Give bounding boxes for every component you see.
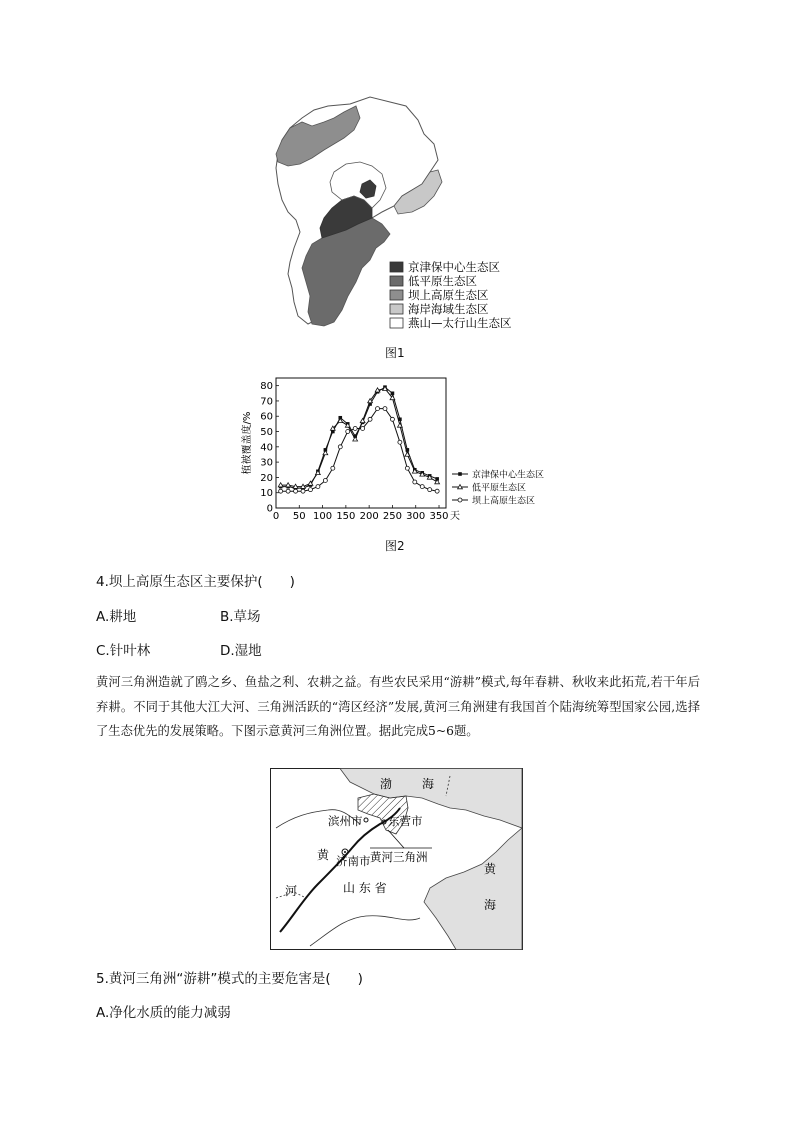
data-point xyxy=(279,489,283,493)
figure2-caption: 图2 xyxy=(385,539,405,553)
y-tick-label: 80 xyxy=(260,381,273,393)
svg-text:坝上高原生态区: 坝上高原生态区 xyxy=(408,288,489,302)
x-axis-label: 天 xyxy=(450,511,460,522)
legend-item xyxy=(390,302,489,316)
data-point xyxy=(286,489,290,493)
province-label: 山 东 省 xyxy=(343,881,387,895)
data-point xyxy=(391,391,395,395)
legend-label: 低平原生态区 xyxy=(472,483,527,494)
question-4-stem: 4.坝上高原生态区主要保护( ) xyxy=(96,574,295,590)
bohai-label-2: 海 xyxy=(422,777,435,791)
q4-option-b[interactable]: B.草场 xyxy=(220,609,261,625)
data-point xyxy=(383,407,387,411)
legend-label: 坝上高原生态区 xyxy=(472,496,536,507)
data-point xyxy=(413,480,417,484)
y-tick-label: 60 xyxy=(260,411,273,423)
data-point xyxy=(301,489,305,493)
x-tick-label: 200 xyxy=(359,511,379,522)
legend-item xyxy=(390,274,477,288)
data-point xyxy=(405,466,409,470)
data-point xyxy=(458,498,462,502)
data-point xyxy=(308,488,312,492)
data-point xyxy=(420,485,424,489)
data-point xyxy=(390,417,394,421)
x-tick-label: 50 xyxy=(292,511,306,522)
y-tick-label: 40 xyxy=(260,442,273,454)
yellow-river-delta-map xyxy=(270,768,523,950)
y-tick-label: 50 xyxy=(260,427,273,439)
data-point xyxy=(368,417,372,421)
legend-item xyxy=(390,316,512,330)
legend-item xyxy=(390,288,489,302)
river-label-1: 黄 xyxy=(317,848,330,862)
data-point xyxy=(361,426,365,430)
data-point xyxy=(294,489,298,493)
data-point xyxy=(435,489,439,493)
data-point xyxy=(338,445,342,449)
data-point xyxy=(346,430,350,434)
yellow-sea-label-2: 海 xyxy=(484,898,497,912)
data-point xyxy=(323,478,327,482)
y-tick-label: 70 xyxy=(260,396,273,408)
vegetation-chart xyxy=(238,372,558,532)
x-tick-label: 350 xyxy=(429,511,449,522)
dongying-label: 东营市 xyxy=(388,814,423,828)
reading-passage: 黄河三角洲造就了鸥之乡、鱼盐之利、农耕之益。有些农民采用“游耕”模式,每年春耕、秋收来此拓荒,若干年后弃耕。不同于其他大江大河、三角洲活跃的“湾区经济”发展,黄河三角洲建有我国首个陆海统筹型国家公园,选择了生态优先的发展策略。下图示意黄河三角洲位置。据此完成5~6题。 xyxy=(96,675,700,738)
x-tick-label: 150 xyxy=(336,511,356,522)
data-point xyxy=(331,466,335,470)
legend-item xyxy=(390,260,500,274)
svg-text:京津保中心生态区: 京津保中心生态区 xyxy=(408,260,500,274)
data-point xyxy=(428,488,432,492)
question-5-stem: 5.黄河三角洲“游耕”模式的主要危害是( ) xyxy=(96,971,363,987)
svg-text:燕山—太行山生态区: 燕山—太行山生态区 xyxy=(408,316,512,330)
y-tick-label: 20 xyxy=(260,472,273,484)
data-point xyxy=(316,485,320,489)
delta-label: 黄河三角洲 xyxy=(370,850,428,864)
map-legend xyxy=(390,260,512,330)
y-axis-label: 植被覆盖度/% xyxy=(242,411,253,475)
jinan-label: 济南市 xyxy=(336,854,371,868)
x-tick-label: 100 xyxy=(313,511,333,522)
binzhou-label: 滨州市 xyxy=(328,814,363,828)
data-point xyxy=(353,426,357,430)
q4-option-a[interactable]: A.耕地 xyxy=(96,609,137,625)
bohai-label-1: 渤 xyxy=(380,777,393,791)
yellow-sea-label-1: 黄 xyxy=(484,862,497,876)
svg-text:海岸海域生态区: 海岸海域生态区 xyxy=(408,302,489,316)
svg-text:低平原生态区: 低平原生态区 xyxy=(408,274,477,288)
x-tick-label: 300 xyxy=(406,511,426,522)
q4-option-c[interactable]: C.针叶林 xyxy=(96,643,151,659)
y-tick-label: 0 xyxy=(266,503,273,515)
q5-option-a[interactable]: A.净化水质的能力减弱 xyxy=(96,1005,231,1021)
data-point xyxy=(376,407,380,411)
data-point xyxy=(458,472,462,476)
legend-label: 京津保中心生态区 xyxy=(472,470,545,481)
q4-option-d[interactable]: D.湿地 xyxy=(220,643,262,659)
series-line xyxy=(281,409,438,492)
data-point xyxy=(398,440,402,444)
river-label-2: 河 xyxy=(285,884,298,898)
ecozone-map xyxy=(272,92,532,337)
x-tick-label: 0 xyxy=(272,511,280,522)
figure1-caption: 图1 xyxy=(385,346,405,360)
y-tick-label: 10 xyxy=(260,488,273,500)
y-tick-label: 30 xyxy=(260,457,273,469)
x-tick-label: 250 xyxy=(382,511,402,522)
